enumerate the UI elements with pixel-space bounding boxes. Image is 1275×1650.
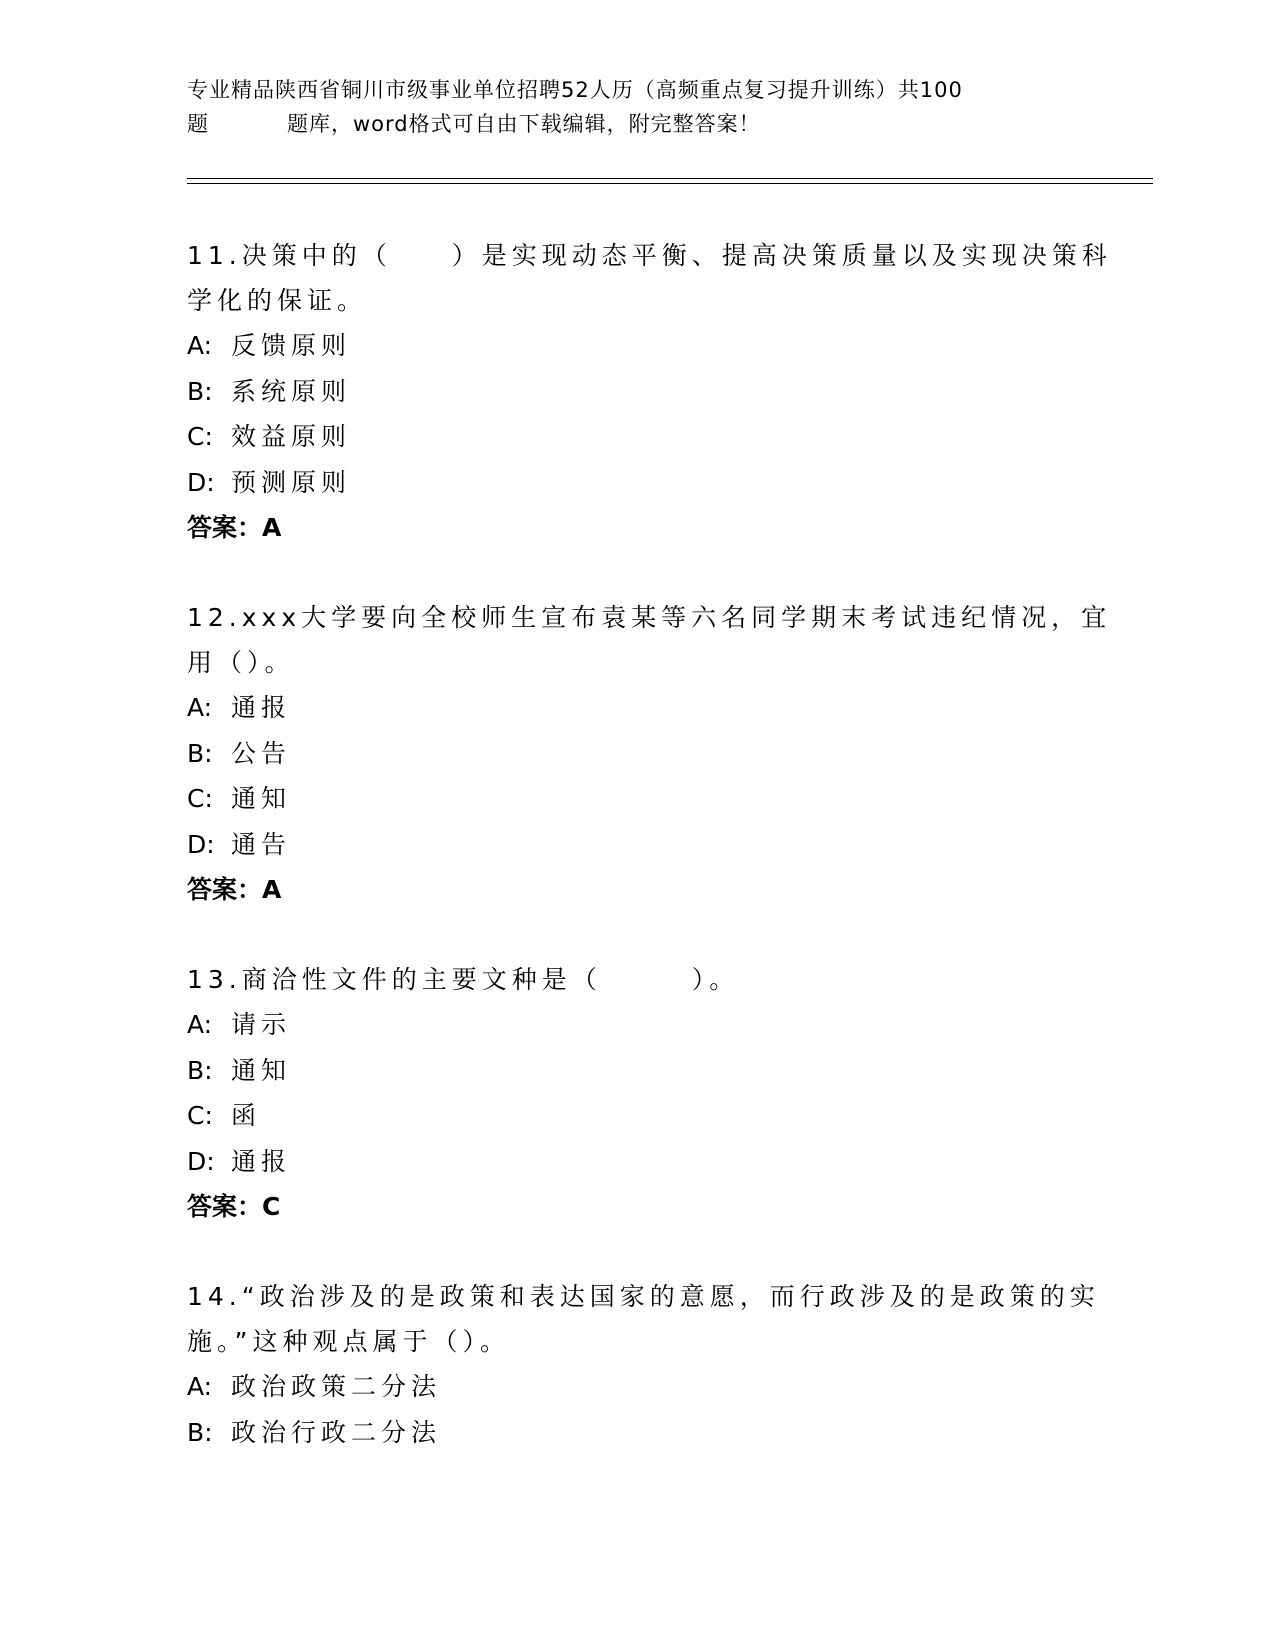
header-title-line-1: 专业精品陕西省铜川市级事业单位招聘52人历（高频重点复习提升训练）共100 (187, 78, 963, 102)
option-label: A: (187, 693, 213, 722)
question-stem-line: 用（）。 (187, 648, 295, 677)
header-title-line-2 (187, 107, 1067, 141)
option-text: 政治行政二分法 (231, 1417, 442, 1447)
header-line-2-left: 题 (187, 112, 209, 136)
answer-option (187, 731, 1087, 777)
option-text: 通报 (231, 693, 292, 722)
option-label: B: (187, 1055, 213, 1085)
answer-option (187, 414, 1087, 460)
answer-option (187, 460, 1087, 506)
question-stem-line: 学化的保证。 (187, 286, 368, 315)
option-text: 系统原则 (231, 376, 352, 406)
answer-option (187, 369, 1087, 415)
option-label: A: (187, 1010, 213, 1039)
answer-option (187, 1002, 1087, 1048)
question-stem-line: 12.xxx大学要向全校师生宣布袁某等六名同学期末考试违纪情况，宜 (187, 603, 1112, 632)
option-text: 请示 (231, 1010, 292, 1039)
option-label: C: (187, 1101, 213, 1130)
option-text: 公告 (231, 738, 292, 768)
option-text: 效益原则 (231, 422, 352, 451)
header-divider-bottom (187, 183, 1153, 184)
header-divider-top (187, 178, 1153, 179)
answer-key: 答案：C (187, 1192, 281, 1221)
question-stem-line: 11.决策中的（ ）是实现动态平衡、提高决策质量以及实现决策科 (187, 241, 1112, 270)
option-text: 通知 (231, 1055, 292, 1085)
question-stem-line: 14.“政治涉及的是政策和表达国家的意愿，而行政涉及的是政策的实 (187, 1282, 1100, 1311)
option-label: B: (187, 738, 213, 768)
answer-option (187, 776, 1087, 822)
option-label: C: (187, 422, 213, 451)
answer-option (187, 822, 1087, 868)
answer-option (187, 1048, 1087, 1094)
answer-option (187, 1093, 1087, 1139)
option-label: D: (187, 829, 215, 859)
document-header (187, 73, 1067, 141)
option-text: 通报 (231, 1146, 292, 1176)
question-list (187, 233, 1112, 1500)
question-item (187, 1274, 1100, 1455)
option-label: A: (187, 331, 213, 360)
option-text: 通知 (231, 784, 292, 813)
question-stem-line: 施。”这种观点属于（）。 (187, 1327, 510, 1356)
answer-key: 答案：A (187, 875, 282, 904)
option-text: 函 (231, 1101, 262, 1130)
option-label: A: (187, 1372, 213, 1401)
question-item (187, 957, 1087, 1229)
option-label: D: (187, 467, 215, 497)
option-text: 预测原则 (231, 467, 352, 497)
answer-option (187, 1364, 1087, 1410)
option-text: 通告 (231, 829, 292, 859)
answer-option (187, 685, 1087, 731)
question-stem-line: 13.商洽性文件的主要文种是（ ）。 (187, 965, 740, 994)
option-label: C: (187, 784, 213, 813)
option-text: 政治政策二分法 (231, 1372, 442, 1401)
option-label: B: (187, 376, 213, 406)
option-label: D: (187, 1146, 215, 1176)
option-text: 反馈原则 (231, 331, 352, 360)
answer-option (187, 323, 1087, 369)
answer-option (187, 1139, 1087, 1185)
option-label: B: (187, 1417, 213, 1447)
answer-key: 答案：A (187, 513, 282, 542)
question-item (187, 233, 1112, 550)
question-item (187, 595, 1112, 912)
answer-option (187, 1410, 1087, 1456)
header-line-2-right: 题库，word格式可自由下载编辑，附完整答案！ (287, 112, 761, 136)
